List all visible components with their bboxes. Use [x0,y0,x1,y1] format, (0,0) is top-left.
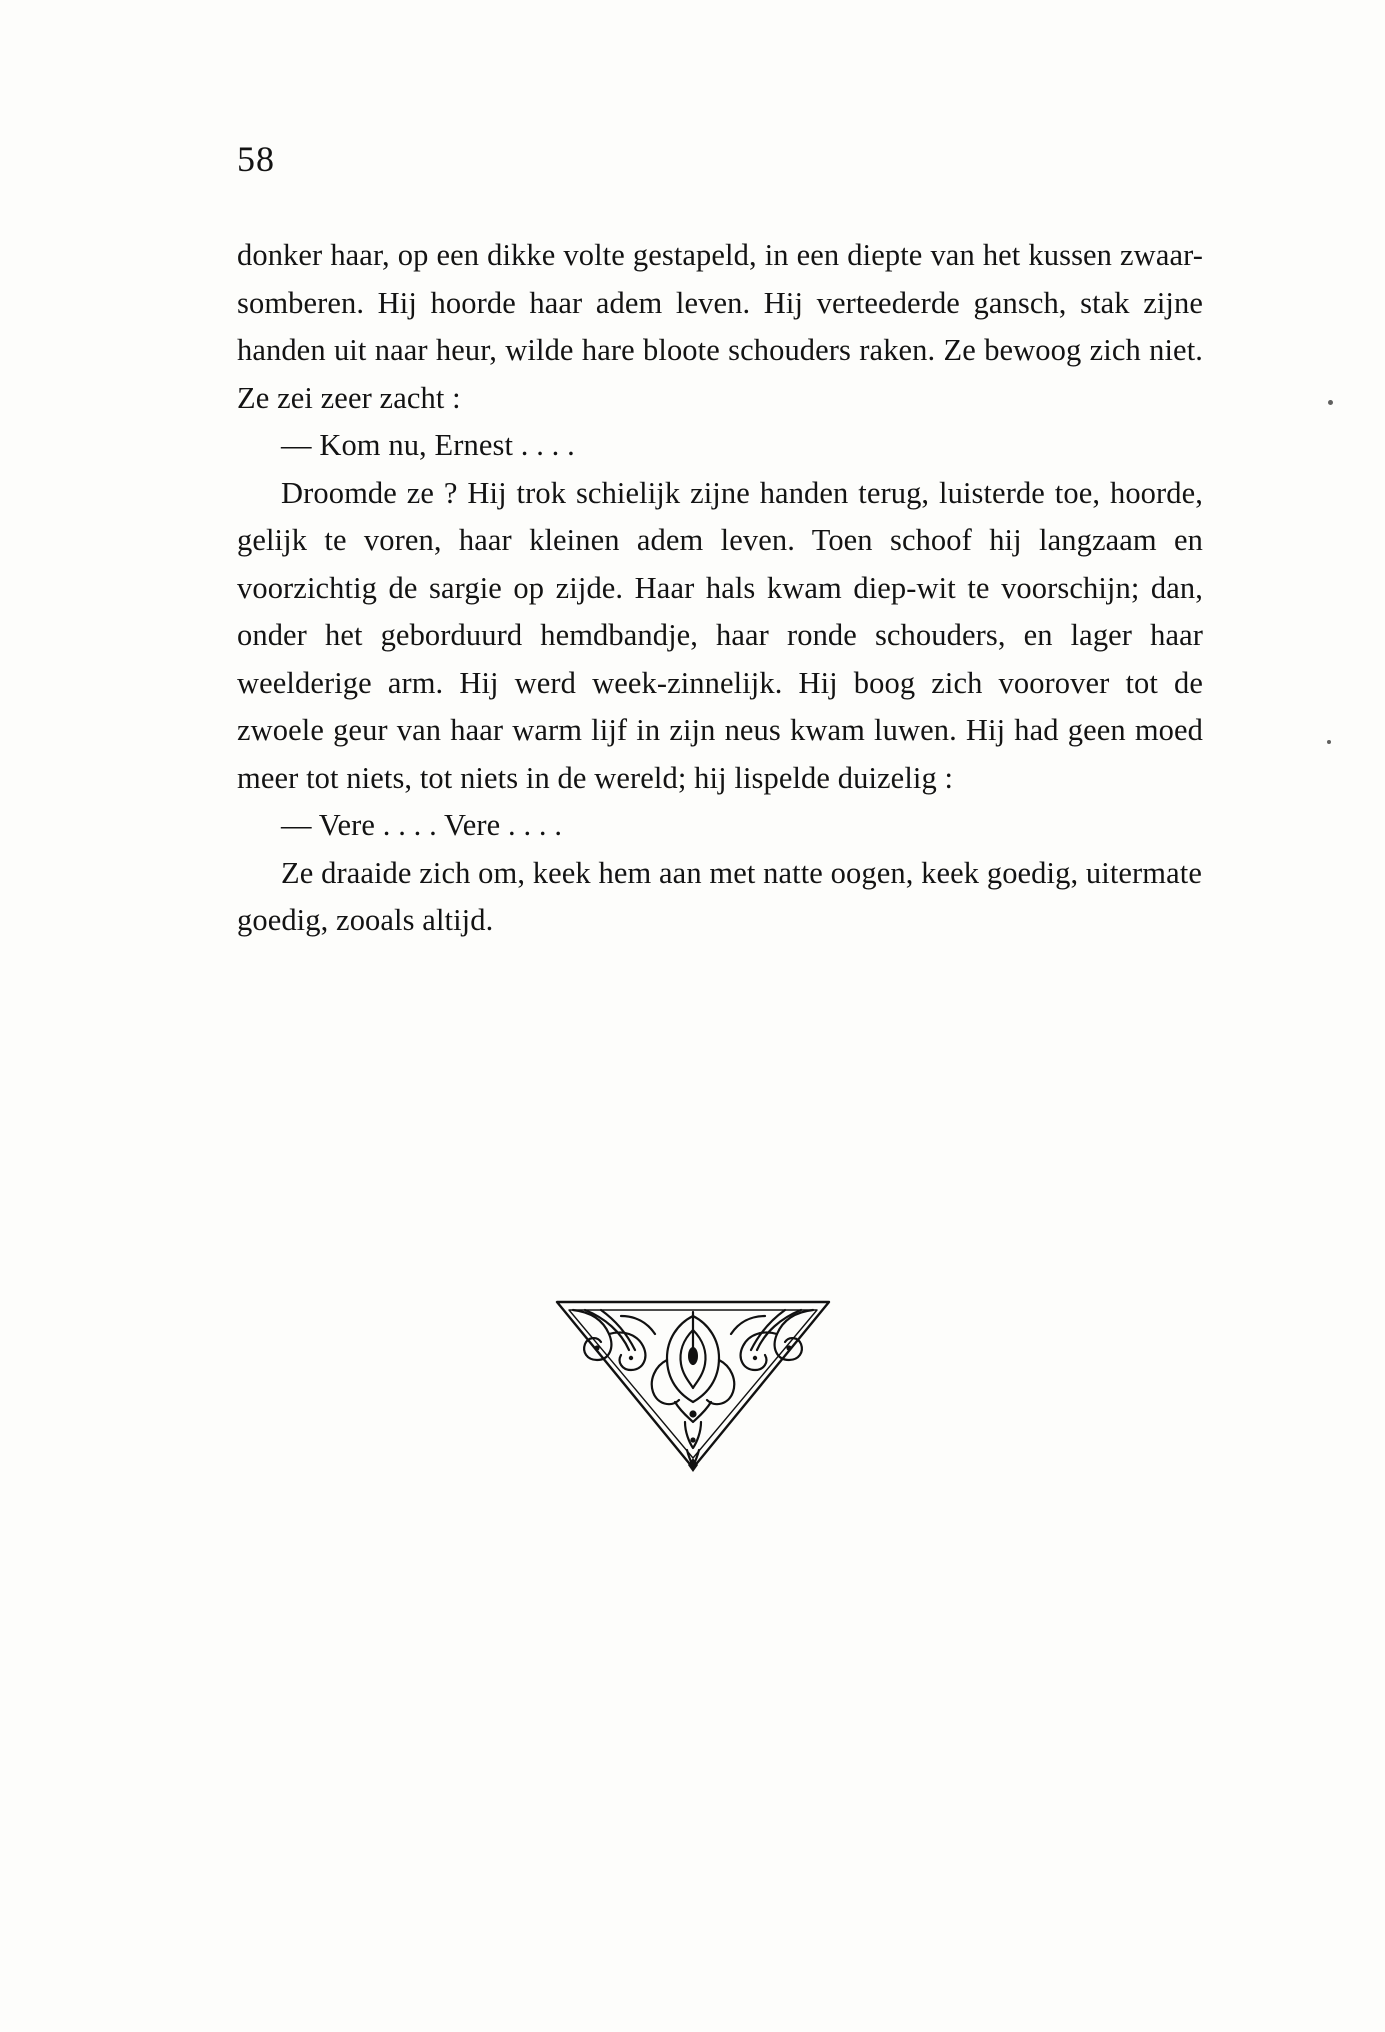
dialogue-line: — Vere . . . . Vere . . . . [281,808,563,842]
ink-speck [1328,400,1333,405]
body-text [237,232,1203,945]
ornament-tailpiece-icon [543,1290,843,1480]
dialogue-line: — Kom nu, Ernest . . . . [281,428,575,462]
paragraph: donker haar, op een dikke volte gestapeld, in een diepte van het kussen zwaar-somberen. Hij hoorde haar adem leven. Hij verteederde gansch, stak zijne handen uit naar heur, wilde hare bloote schouders raken. Ze bewoog zich niet. Ze zei zeer zacht : [237,238,1203,415]
paragraph: Ze draaide zich om, keek hem aan met natte oogen, keek goedig, uitermate goedig, zooals altijd. [237,855,1202,937]
ink-speck [1327,740,1331,744]
paragraph: Droomde ze ? Hij trok schielijk zijne handen terug, luisterde toe, hoorde, gelijk te voren, haar kleinen adem leven. Toen schoof hij langzaam en voorzichtig de sargie op zijde. Haar hals kwam diep-wit te voorschijn; dan, onder het geborduurd hemdbandje, haar ronde schouders, en lager haar weelderige arm. Hij werd week-zinnelijk. Hij boog zich voorover tot de zwoele geur van haar warm lijf in zijn neus kwam luwen. Hij had geen moed meer tot niets, tot niets in de wereld; hij lispelde duizelig : [237,475,1203,795]
page-number: 58 [237,139,275,179]
